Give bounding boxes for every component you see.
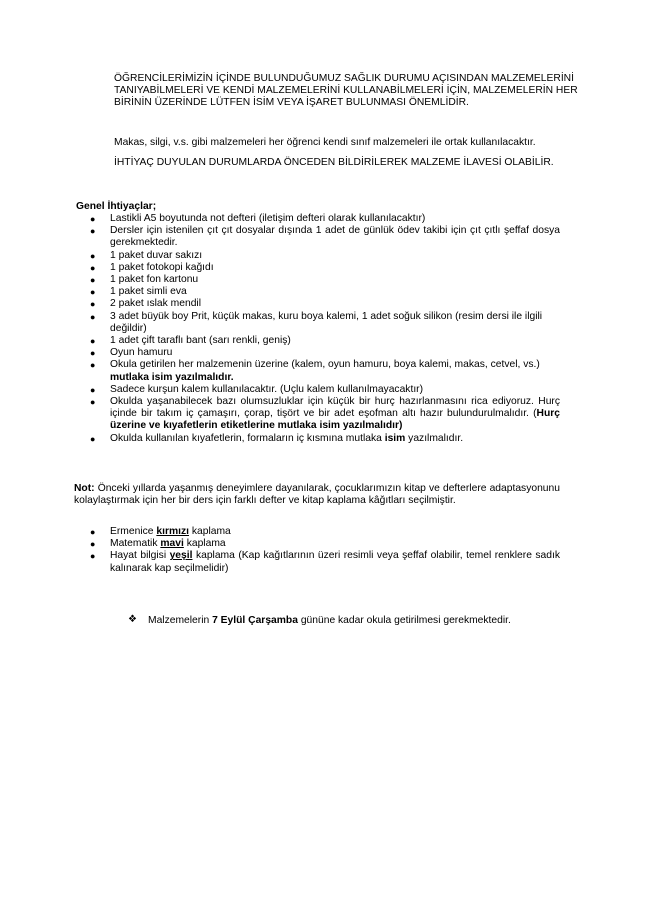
list-item: ● Lastikli A5 boyutunda not defteri (iletişim defteri olarak kullanılacaktır) xyxy=(90,213,426,224)
list-item: ● Okula getirilen her malzemenin üzerine (kalem, oyun hamuru, boya kalemi, makas, cetvel, vs.) mutlaka isim yazılmalıdır. xyxy=(90,359,540,383)
note-paragraph: Not: Önceki yıllarda yaşanmış deneyimlere dayanılarak, çocuklarımızın kitap ve defterlere adaptasyonunu kolaylaştırmak için her bir ders için farklı defter ve kitap kaplama kâğıtları seçilmiştir. xyxy=(74,483,560,507)
general-needs-list xyxy=(90,213,560,445)
list-item: ● 2 paket ıslak mendil xyxy=(90,298,202,310)
round-bullet-icon: ● xyxy=(90,262,96,273)
list-item: ● 1 paket simli eva xyxy=(90,286,187,298)
intro-paragraph-additions: İHTİYAÇ DUYULAN DURUMLARDA ÖNCEDEN BİLDİRİLEREK MALZEME İLAVESİ OLABİLİR. xyxy=(114,157,554,168)
round-bullet-icon: ● xyxy=(90,539,96,550)
round-bullet-icon: ● xyxy=(90,275,96,286)
round-bullet-icon: ● xyxy=(90,214,96,224)
round-bullet-icon: ● xyxy=(90,348,96,359)
cover-color: mavi xyxy=(160,538,184,550)
intro-block xyxy=(114,157,584,169)
round-bullet-icon: ● xyxy=(90,397,96,408)
note-label: Not: xyxy=(74,483,95,494)
cover-color: kırmızı xyxy=(156,526,189,537)
list-item: ● Oyun hamuru xyxy=(90,347,173,359)
round-bullet-icon: ● xyxy=(90,433,96,444)
intro-block xyxy=(114,137,584,149)
list-item: ● 1 paket fotokopi kağıdı xyxy=(90,261,214,273)
round-bullet-icon: ● xyxy=(90,384,96,395)
list-item: ● Dersler için istenilen çıt çıt dosyalar dışında 1 adet de günlük ödev takibi için çıt çıtlı şeffaf dosya gerekmektedir. xyxy=(90,225,560,249)
list-item: ● 1 paket duvar sakızı xyxy=(90,249,203,261)
round-bullet-icon: ● xyxy=(90,360,96,371)
list-item: ● 3 adet büyük boy Prit, küçük makas, kuru boya kalemi, 1 adet soğuk silikon (resim dersi ile ilgili değildir) xyxy=(90,310,543,334)
cover-color-list xyxy=(90,526,560,575)
list-item: ● Sadece kurşun kalem kullanılacaktır. (Uçlu kalem kullanılmayacaktır) xyxy=(90,383,424,395)
intro-paragraph-notice: ÖĞRENCİLERİMİZİN İÇİNDE BULUNDUĞUMUZ SAĞLIK DURUMU AÇISINDAN MALZEMELERİNİ TANIYABİLMELERİ VE KENDİ MALZEMELERİNİ KULLANABİLMELERİ İÇİN, MALZEMELERİN HER BİRİNİN ÜZERİNDE LÜTFEN İSİM VEYA İŞARET BULUNMASI ÖNEMLİDİR. xyxy=(114,73,578,109)
intro-block xyxy=(114,73,584,110)
list-item: ● 1 paket fon kartonu xyxy=(90,274,199,286)
list-item: ● Okulda yaşanabilecek bazı olumsuzluklar için küçük bir hurç hazırlanmasını rica ediyoruz. Hurç içinde bir takım iç çamaşırı, çorap, tişört ve bir adet eşofman altı hazır bulundurulmalıdır. (Hurç üzerine ve kıyafetlerin etiketlerine mutlaka isim yazılmalıdır) xyxy=(90,396,560,432)
round-bullet-icon: ● xyxy=(90,336,96,347)
list-item: ● Ermenice kırmızı kaplama xyxy=(90,526,231,537)
round-bullet-icon: ● xyxy=(90,551,96,562)
round-bullet-icon: ● xyxy=(90,226,96,237)
list-item: ● Hayat bilgisi yeşil kaplama (Kap kağıtlarının üzeri resimli veya şeffaf olabilir, temel renklere sadık kalınarak kap seçilmelidir) xyxy=(90,550,561,574)
deadline-date: 7 Eylül Çarşamba xyxy=(212,615,298,626)
diamond-four-point-icon: ❖ xyxy=(128,614,137,625)
list-item: ● 1 adet çift taraflı bant (sarı renkli, geniş) xyxy=(90,335,291,347)
list-item: ● Matematik mavi kaplama xyxy=(90,538,226,550)
deadline-notice: ❖ Malzemelerin 7 Eylül Çarşamba gününe kadar okula getirilmesi gerekmektedir. xyxy=(128,614,511,626)
round-bullet-icon: ● xyxy=(90,287,96,298)
round-bullet-icon: ● xyxy=(90,250,96,261)
round-bullet-icon: ● xyxy=(90,311,96,322)
cover-color: yeşil xyxy=(169,550,193,562)
intro-paragraph-shared-supplies: Makas, silgi, v.s. gibi malzemeleri her öğrenci kendi sınıf malzemeleri ile ortak kullanılacaktır. xyxy=(114,137,536,148)
round-bullet-icon: ● xyxy=(90,299,96,310)
round-bullet-icon: ● xyxy=(90,527,96,537)
list-item: ● Okulda kullanılan kıyafetlerin, formaların iç kısmına mutlaka isim yazılmalıdır. xyxy=(90,432,464,444)
general-needs-heading: Genel İhtiyaçlar; xyxy=(76,201,157,212)
